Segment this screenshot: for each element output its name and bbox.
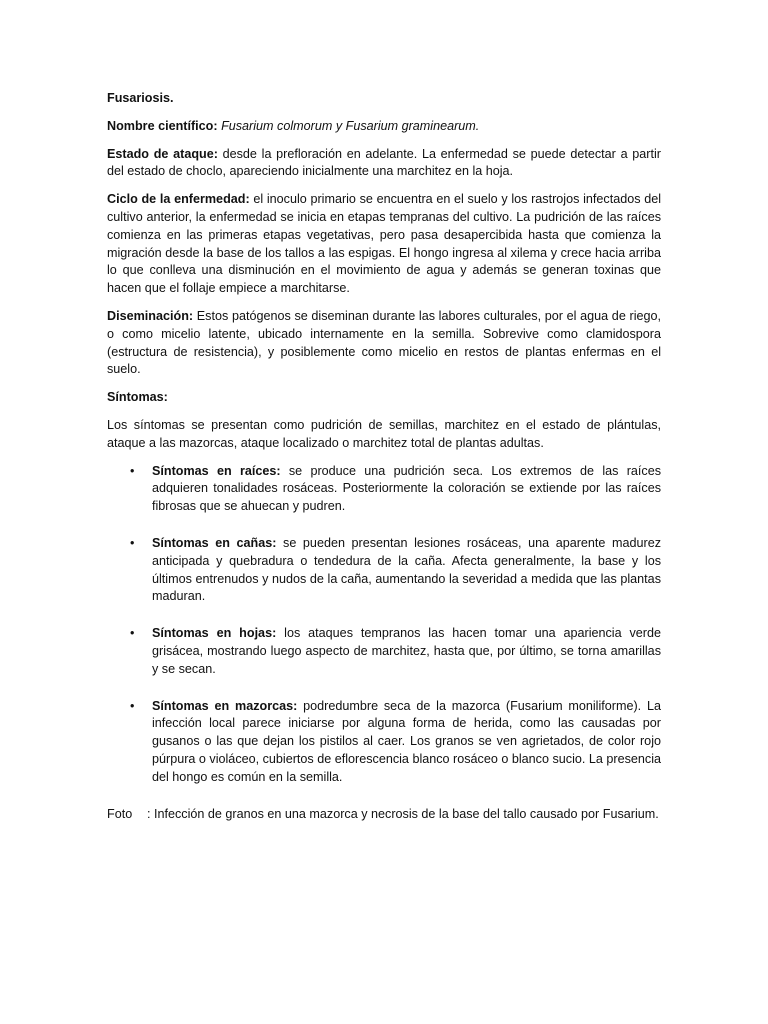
scientific-name-value: Fusarium colmorum y Fusarium graminearum. [221,118,480,133]
bullet-icon: • [130,535,135,550]
symptom-label: Síntomas en raíces: [152,463,281,478]
scientific-name-paragraph [107,118,661,136]
attack-state-paragraph [107,146,661,182]
scientific-name-label: Nombre científico: [107,118,218,133]
attack-state-text: desde la prefloración en adelante. La enfermedad se puede detectar a partir del estado de choclo, apareciendo inicialmente una marchitez en la hoja. [107,146,661,179]
attack-state-label: Estado de ataque: [107,146,218,161]
list-item [107,535,661,606]
disease-cycle-text: el inoculo primario se encuentra en el suelo y los rastrojos infectados del cultivo anterior, la enfermedad se inicia en etapas tempranas del cultivo. La pudrición de las raíces comienza en las primeras etapas vegetativas, pero pasa desapercibida hasta que comienza la migración desde la base de los tallos a las espigas. El hongo ingresa al xilema y crece hacia arriba lo que conlleva una disminución en el movimiento de agua y además se generan toxinas que hacen que el follaje empiece a marchitarse. [107,192,661,296]
symptom-label: Síntomas en hojas: [152,626,277,641]
bullet-icon: • [130,626,135,641]
bullet-icon: • [130,698,135,713]
bullet-icon: • [130,463,135,478]
symptom-label: Síntomas en mazorcas: [152,698,298,713]
symptoms-intro: Los síntomas se presentan como pudrición de semillas, marchitez en el estado de plántulas, ataque a las mazorcas, ataque localizado o marchitez total de plantas adultas. [107,417,661,450]
symptom-text: los ataques tempranos las hacen tomar una apariencia verde grisácea, mostrando luego aspecto de marchitez, hasta que, por último, se torna amarillas y se secan. [152,626,662,676]
symptom-text: se produce una pudrición seca. Los extremos de las raíces adquieren tonalidades rosáceas. Posteriormente la coloración se extiende por las raíces fibrosas que se ahuecan y pudren. [152,463,661,514]
photo-caption-label: Foto [107,806,133,821]
list-item [107,698,661,787]
symptoms-heading: Síntomas: [107,390,168,405]
symptom-label: Síntomas en cañas: [152,535,277,550]
list-item [107,625,661,678]
list-item [107,463,661,516]
symptoms-list [107,463,661,787]
dissemination-label: Diseminación: [107,308,194,323]
symptom-text: podredumbre seca de la mazorca (Fusarium moniliforme). La infección local parece iniciarse por alguna forma de herida, como las causadas por gusanos o las que dejan los pistilos al caer. Los granos se ven agrietados, de color rojo púrpura o violáceo, cubiertos de eflorescencia blanco rosáceo o blanco sucio. La presencia del hongo es común en la semilla. [152,698,661,784]
disease-cycle-label: Ciclo de la enfermedad: [107,192,250,207]
dissemination-paragraph [107,308,661,379]
dissemination-text: Estos patógenos se diseminan durante las labores culturales, por el agua de riego, o como micelio latente, ubicado internamente en la semilla. Sobrevive como clamidospora (estructura de resistencia), y posiblemente como micelio en restos de plantas enfermas en el suelo. [107,308,662,377]
photo-caption-text: : Infección de granos en una mazorca y necrosis de la base del tallo causado por Fusarium. [147,806,659,821]
symptom-text: se pueden presentan lesiones rosáceas, una aparente madurez anticipada y quebradura o tendedura de la caña. Afecta generalmente, la base y los últimos entrenudos y nudos de la caña, aumentando la severidad a medida que las plantas maduran. [152,535,661,604]
document-title: Fusariosis. [107,91,174,105]
photo-caption [107,806,661,824]
disease-cycle-paragraph [107,191,661,298]
document-page [107,90,661,833]
